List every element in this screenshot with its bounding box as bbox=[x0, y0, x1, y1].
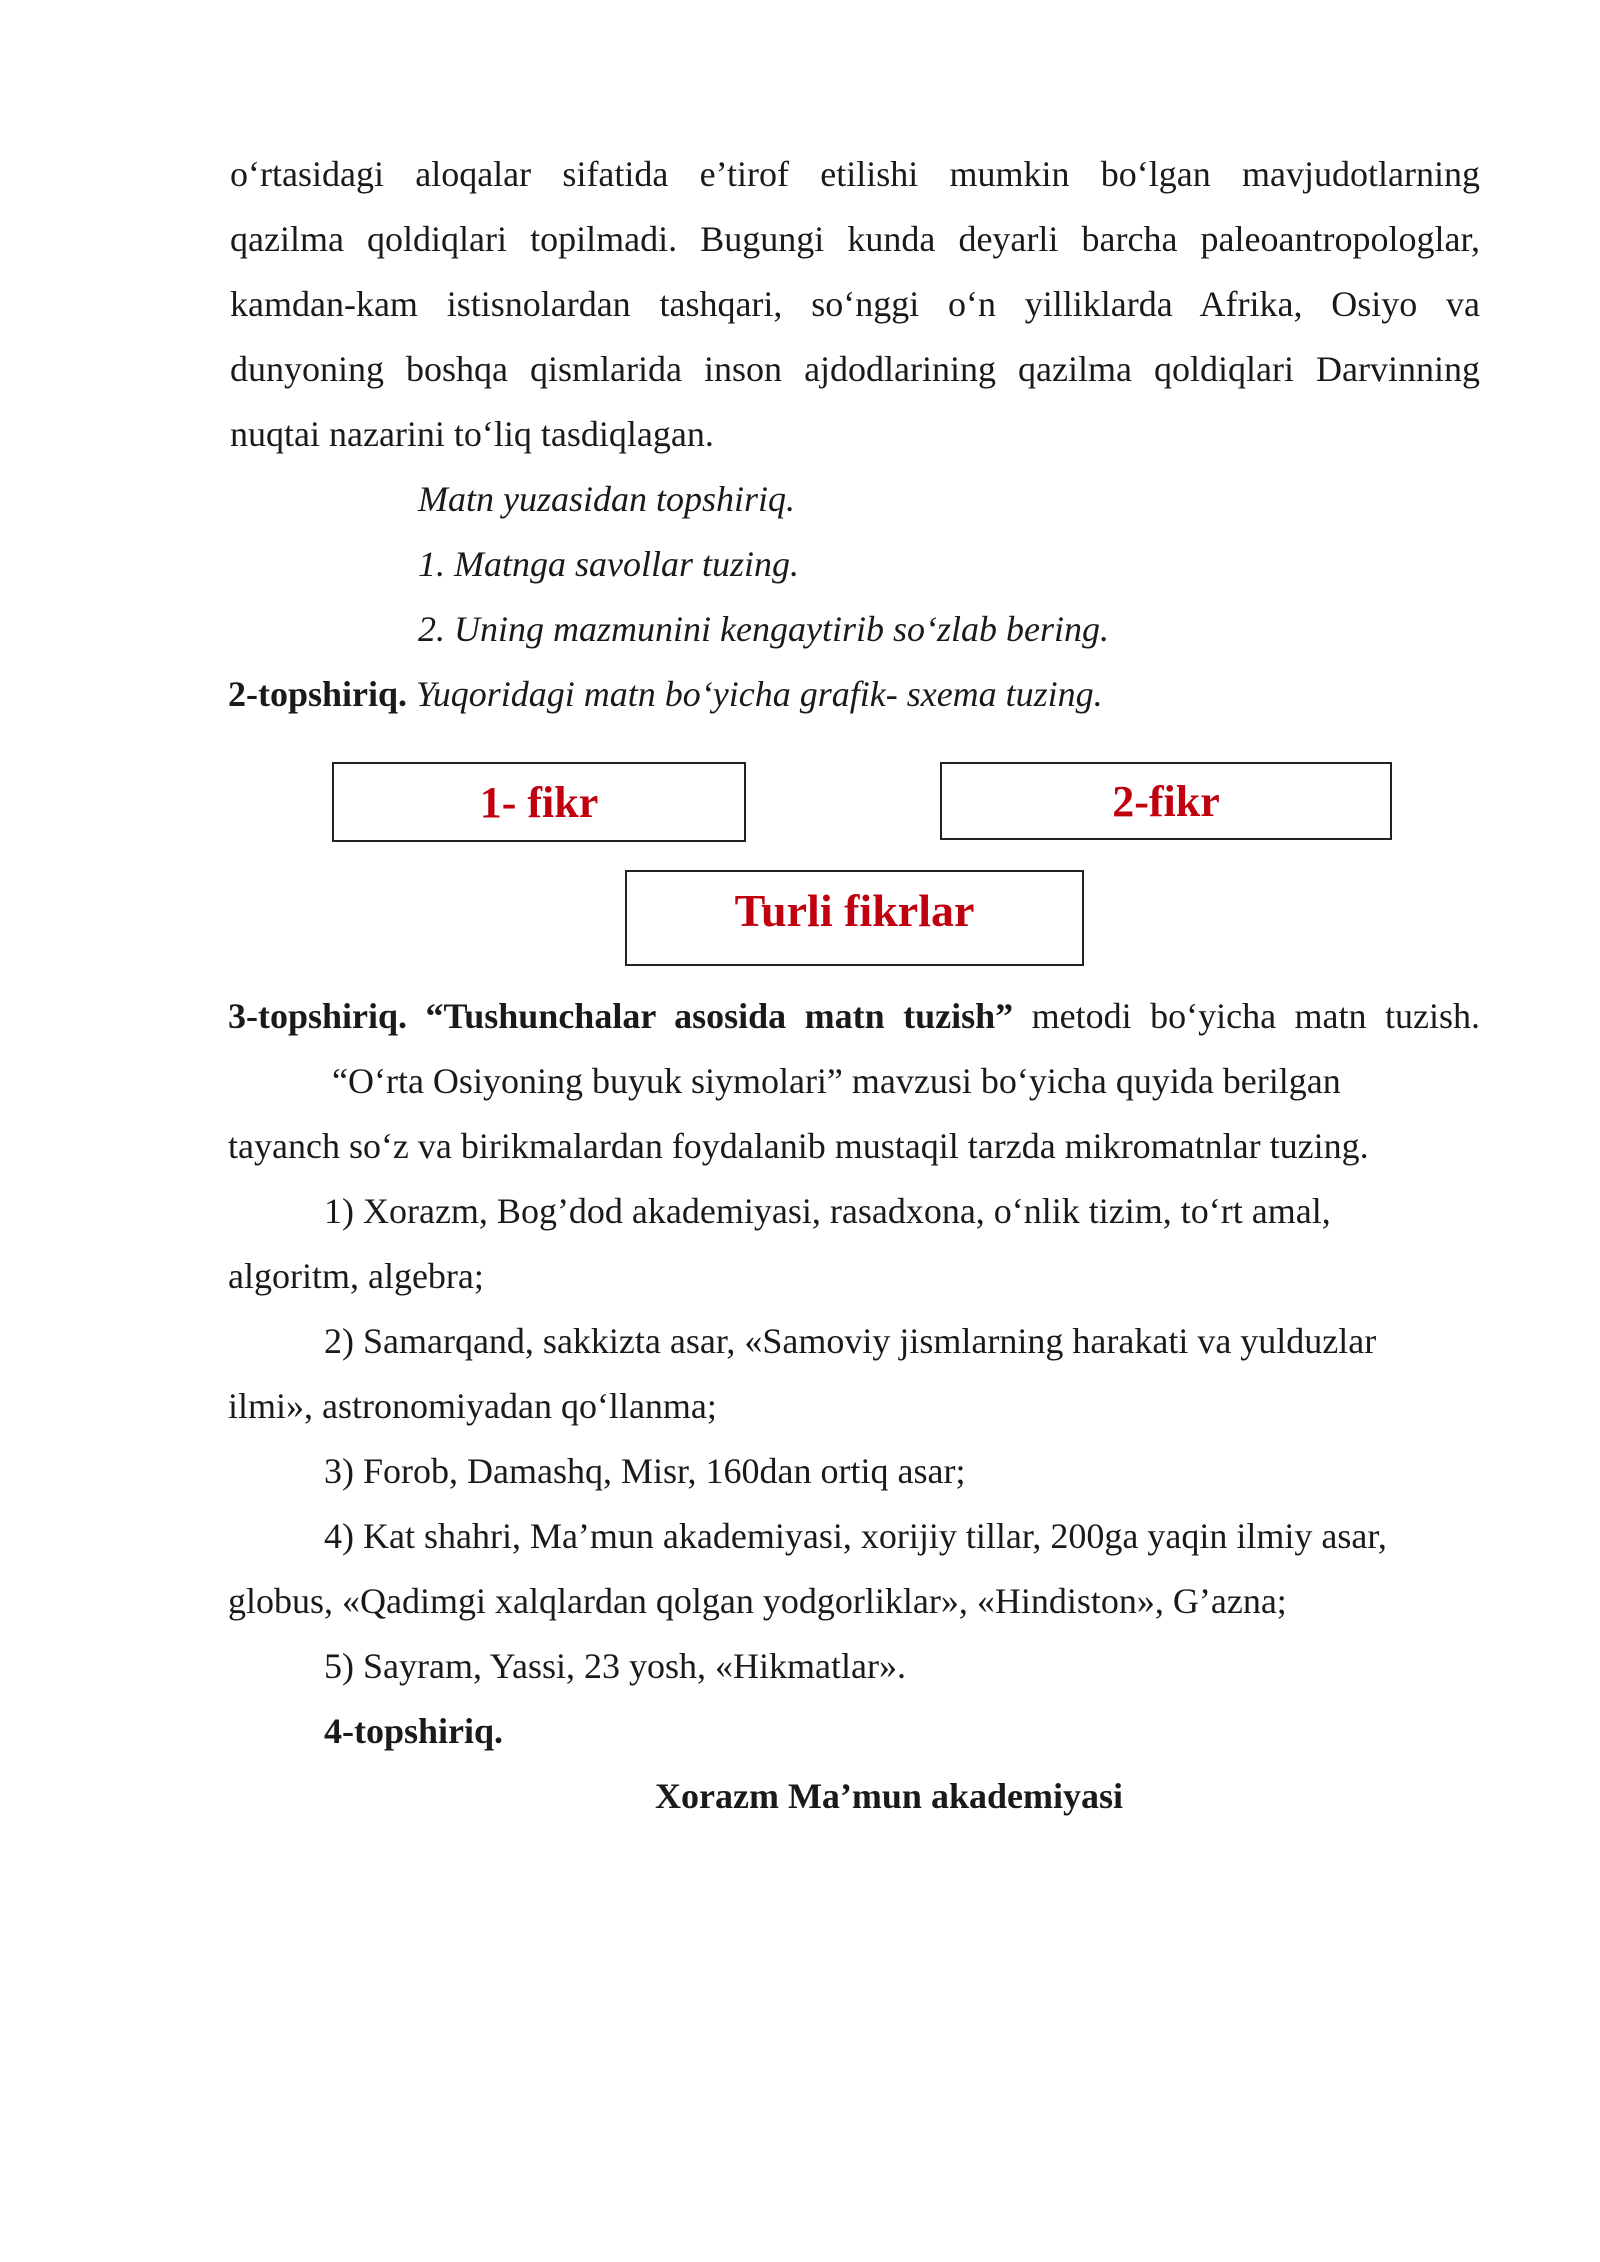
paragraph-line: qazilma qoldiqlari topilmadi. Bugungi kunda deyarli barcha paleoantropologlar, bbox=[230, 219, 1480, 259]
task3-text: metodi bo‘yicha matn tuzish. bbox=[1013, 996, 1481, 1036]
task-item: 2. Uning mazmunini kengaytirib so‘zlab bering. bbox=[418, 609, 1109, 649]
paragraph-line: o‘rtasidagi aloqalar sifatida e’tirof etilishi mumkin bo‘lgan mavjudotlarning bbox=[230, 154, 1480, 194]
task2-line bbox=[228, 672, 1600, 716]
keyword-item: 5) Sayram, Yassi, 23 yosh, «Hikmatlar». bbox=[324, 1646, 906, 1686]
task3-intro: “O‘rta Osiyoning buyuk siymolari” mavzusi bo‘yicha quyida berilgan bbox=[332, 1061, 1341, 1101]
paragraph-line: nuqtai nazarini to‘liq tasdiqlagan. bbox=[230, 414, 714, 454]
diagram-box-2-label: 2-fikr bbox=[1112, 776, 1220, 826]
task3-line bbox=[228, 994, 1480, 1038]
keyword-item: 1) Xorazm, Bog’dod akademiyasi, rasadxona, o‘nlik tizim, to‘rt amal, bbox=[324, 1191, 1331, 1231]
task4-label: 4-topshiriq. bbox=[324, 1711, 504, 1751]
task2-text: Yuqoridagi matn bo‘yicha grafik- sxema tuzing. bbox=[407, 674, 1103, 714]
keyword-item: 2) Samarqand, sakkizta asar, «Samoviy jismlarning harakati va yulduzlar bbox=[324, 1321, 1377, 1361]
task2-label: 2-topshiriq. bbox=[228, 674, 408, 714]
diagram-center-box bbox=[625, 870, 1084, 966]
paragraph-line: kamdan-kam istisnolardan tashqari, so‘nggi o‘n yilliklarda Afrika, Osiyo va bbox=[230, 284, 1480, 324]
diagram-box-2 bbox=[940, 762, 1392, 840]
task4-heading: Xorazm Ma’mun akademiyasi bbox=[655, 1776, 1123, 1816]
paragraph-line: dunyoning boshqa qismlarida inson ajdodlarining qazilma qoldiqlari Darvinning bbox=[230, 349, 1480, 389]
task3-intro: tayanch so‘z va birikmalardan foydalanib mustaqil tarzda mikromatnlar tuzing. bbox=[228, 1126, 1369, 1166]
diagram-center-label: Turli fikrlar bbox=[734, 885, 975, 936]
task-intro: Matn yuzasidan topshiriq. bbox=[418, 479, 796, 519]
keyword-item: 4) Kat shahri, Ma’mun akademiyasi, xorijiy tillar, 200ga yaqin ilmiy asar, bbox=[324, 1516, 1387, 1556]
keyword-item: 3) Forob, Damashq, Misr, 160dan ortiq asar; bbox=[324, 1451, 966, 1491]
keyword-item-cont: ilmi», astronomiyadan qo‘llanma; bbox=[228, 1386, 717, 1426]
keyword-item-cont: globus, «Qadimgi xalqlardan qolgan yodgorliklar», «Hindiston», G’azna; bbox=[228, 1581, 1287, 1621]
keyword-item-cont: algoritm, algebra; bbox=[228, 1256, 484, 1296]
task3-label: 3-topshiriq. “Tushunchalar asosida matn tuzish” bbox=[228, 996, 1014, 1036]
diagram-box-1 bbox=[332, 762, 746, 842]
task-item: 1. Matnga savollar tuzing. bbox=[418, 544, 800, 584]
diagram-box-1-label: 1- fikr bbox=[479, 777, 599, 827]
